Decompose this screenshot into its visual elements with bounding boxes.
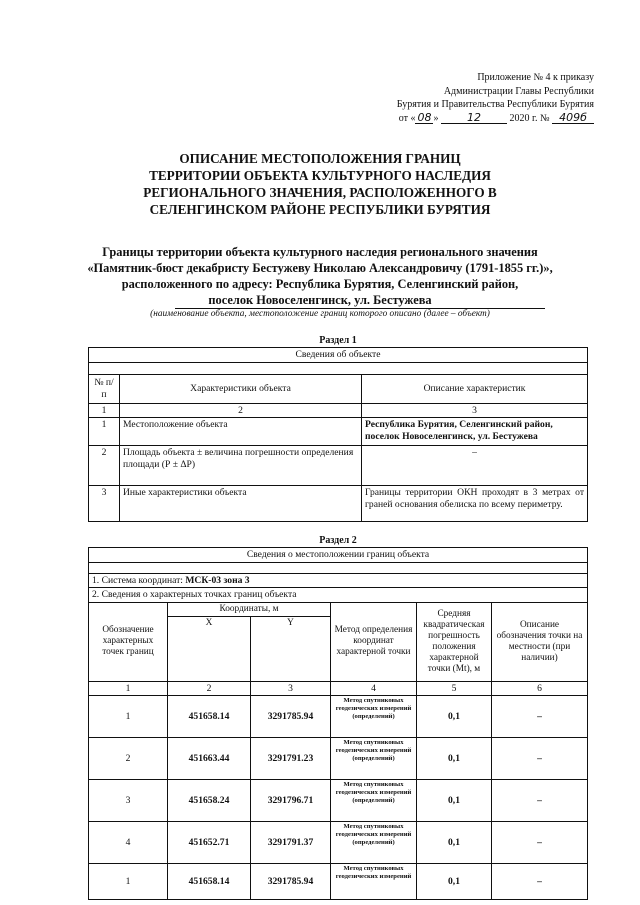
spacer-row	[89, 562, 588, 573]
col-number-cell: 2	[120, 403, 362, 418]
object-subtitle	[70, 244, 570, 308]
col-header-number: № п/п	[89, 374, 120, 403]
appendix-block	[334, 71, 594, 125]
title-line: ОПИСАНИЕ МЕСТОПОЛОЖЕНИЯ ГРАНИЦ	[179, 151, 461, 166]
title-line: ТЕРРИТОРИИ ОБЪЕКТА КУЛЬТУРНОГО НАСЛЕДИЯ	[149, 168, 491, 183]
point-method: Метод спутниковых геодезических измерений	[331, 864, 417, 900]
title-line: РЕГИОНАЛЬНОГО ЗНАЧЕНИЯ, РАСПОЛОЖЕННОГО В	[143, 185, 497, 200]
order-date-line	[334, 112, 594, 126]
col-header-characteristics: Характеристики объекта	[120, 374, 362, 403]
point-label: 3	[89, 780, 168, 822]
table-row	[89, 738, 588, 780]
point-label: 4	[89, 822, 168, 864]
appendix-line-3: Бурятия и Правительства Республики Бурятия	[396, 99, 594, 110]
order-day: 08	[417, 110, 432, 124]
point-error: 0,1	[417, 738, 492, 780]
point-x: 451658.14	[168, 864, 251, 900]
col-number-cell: 1	[89, 681, 168, 696]
point-y: 3291785.94	[251, 864, 331, 900]
order-number: 409б	[552, 112, 594, 124]
col-number-cell: 4	[331, 681, 417, 696]
point-error: 0,1	[417, 822, 492, 864]
row-description: Границы территории ОКН проходят в 3 метрах от граней основания обелиска по всему периметру.	[362, 486, 588, 522]
point-method: Метод спутниковых геодезических измерений (определений)	[331, 696, 417, 738]
section-1-heading: Раздел 1	[319, 335, 357, 346]
col-header-y: Y	[251, 616, 331, 681]
table-title: Сведения об объекте	[89, 348, 588, 363]
point-method: Метод спутниковых геодезических измерений (определений)	[331, 822, 417, 864]
point-error: 0,1	[417, 696, 492, 738]
point-error: 0,1	[417, 864, 492, 900]
point-y: 3291791.37	[251, 822, 331, 864]
point-label: 2	[89, 738, 168, 780]
point-method: Метод спутниковых геодезических измерений (определений)	[331, 780, 417, 822]
col-header-coordinates: Координаты, м	[168, 602, 331, 616]
point-description: –	[492, 864, 588, 900]
order-month: 12	[441, 112, 507, 124]
spacer-row	[89, 362, 588, 374]
point-x: 451652.71	[168, 822, 251, 864]
col-number-cell: 3	[251, 681, 331, 696]
coordinate-system-row	[89, 573, 588, 588]
point-x: 451663.44	[168, 738, 251, 780]
order-year-label: 2020 г. №	[509, 112, 550, 124]
point-error: 0,1	[417, 780, 492, 822]
point-x: 451658.24	[168, 780, 251, 822]
col-header-method: Метод определения координат характерной точки	[331, 602, 417, 681]
row-number: 3	[89, 486, 120, 522]
row-description: –	[362, 446, 588, 486]
col-number-cell: 6	[492, 681, 588, 696]
table-row	[89, 864, 588, 900]
point-y: 3291785.94	[251, 696, 331, 738]
section-2-heading: Раздел 2	[319, 535, 357, 546]
col-header-x: X	[168, 616, 251, 681]
subtitle-line: поселок Новоселенгинск, ул. Бестужева	[208, 293, 432, 307]
col-number-cell: 5	[417, 681, 492, 696]
document-title	[80, 150, 560, 218]
point-y: 3291791.23	[251, 738, 331, 780]
row-number: 2	[89, 446, 120, 486]
point-description: –	[492, 696, 588, 738]
col-number-cell: 1	[89, 403, 120, 418]
point-description: –	[492, 780, 588, 822]
table-row	[89, 446, 588, 486]
table-row	[89, 696, 588, 738]
row-characteristic: Местоположение объекта	[120, 418, 362, 446]
coordinate-system-value: МСК-03 зона 3	[185, 574, 250, 586]
table-row	[89, 822, 588, 864]
row-description: Республика Бурятия, Селенгинский район, поселок Новоселенгинск, ул. Бестужева	[362, 418, 588, 446]
appendix-line-1: Приложение № 4 к приказу	[477, 72, 594, 83]
row-characteristic: Иные характеристики объекта	[120, 486, 362, 522]
point-x: 451658.14	[168, 696, 251, 738]
table-row	[89, 486, 588, 522]
subtitle-line: Границы территории объекта культурного наследия регионального значения	[102, 245, 538, 259]
subtitle-note: (наименование объекта, местоположение границ которого описано (далее – объект)	[150, 309, 490, 319]
point-label: 1	[89, 864, 168, 900]
coordinate-system-label: 1. Система координат:	[92, 574, 186, 586]
point-description: –	[492, 738, 588, 780]
col-header-point-description: Описание обозначения точки на местности (при наличии)	[492, 602, 588, 681]
table-row	[89, 780, 588, 822]
col-header-error: Средняя квадратическая погрешность положения характерной точки (Mt), м	[417, 602, 492, 681]
col-number-cell: 3	[362, 403, 588, 418]
row-characteristic: Площадь объекта ± величина погрешности определения площади (Р ± ΔР)	[120, 446, 362, 486]
col-header-point: Обозначение характерных точек границ	[89, 602, 168, 681]
object-info-table	[88, 347, 588, 522]
order-close-quote: »	[433, 112, 439, 124]
point-label: 1	[89, 696, 168, 738]
row-number: 1	[89, 418, 120, 446]
point-y: 3291796.71	[251, 780, 331, 822]
subtitle-line: «Памятник-бюст декабристу Бестужеву Николаю Александровичу (1791-1855 гг.)»,	[87, 261, 553, 275]
points-info-row: 2. Сведения о характерных точках границ объекта	[89, 588, 588, 603]
col-header-description: Описание характеристик	[362, 374, 588, 403]
title-line: СЕЛЕНГИНСКОМ РАЙОНЕ РЕСПУБЛИКИ БУРЯТИЯ	[149, 202, 491, 217]
appendix-line-2: Администрации Главы Республики	[443, 85, 594, 97]
col-number-cell: 2	[168, 681, 251, 696]
table-row	[89, 418, 588, 446]
subtitle-line: расположенного по адресу: Республика Бурятия, Селенгинский район,	[121, 277, 519, 291]
table-title: Сведения о местоположении границ объекта	[89, 548, 588, 563]
point-description: –	[492, 822, 588, 864]
point-method: Метод спутниковых геодезических измерений (определений)	[331, 738, 417, 780]
order-from-label: от «	[398, 112, 416, 124]
boundary-points-table	[88, 547, 588, 900]
